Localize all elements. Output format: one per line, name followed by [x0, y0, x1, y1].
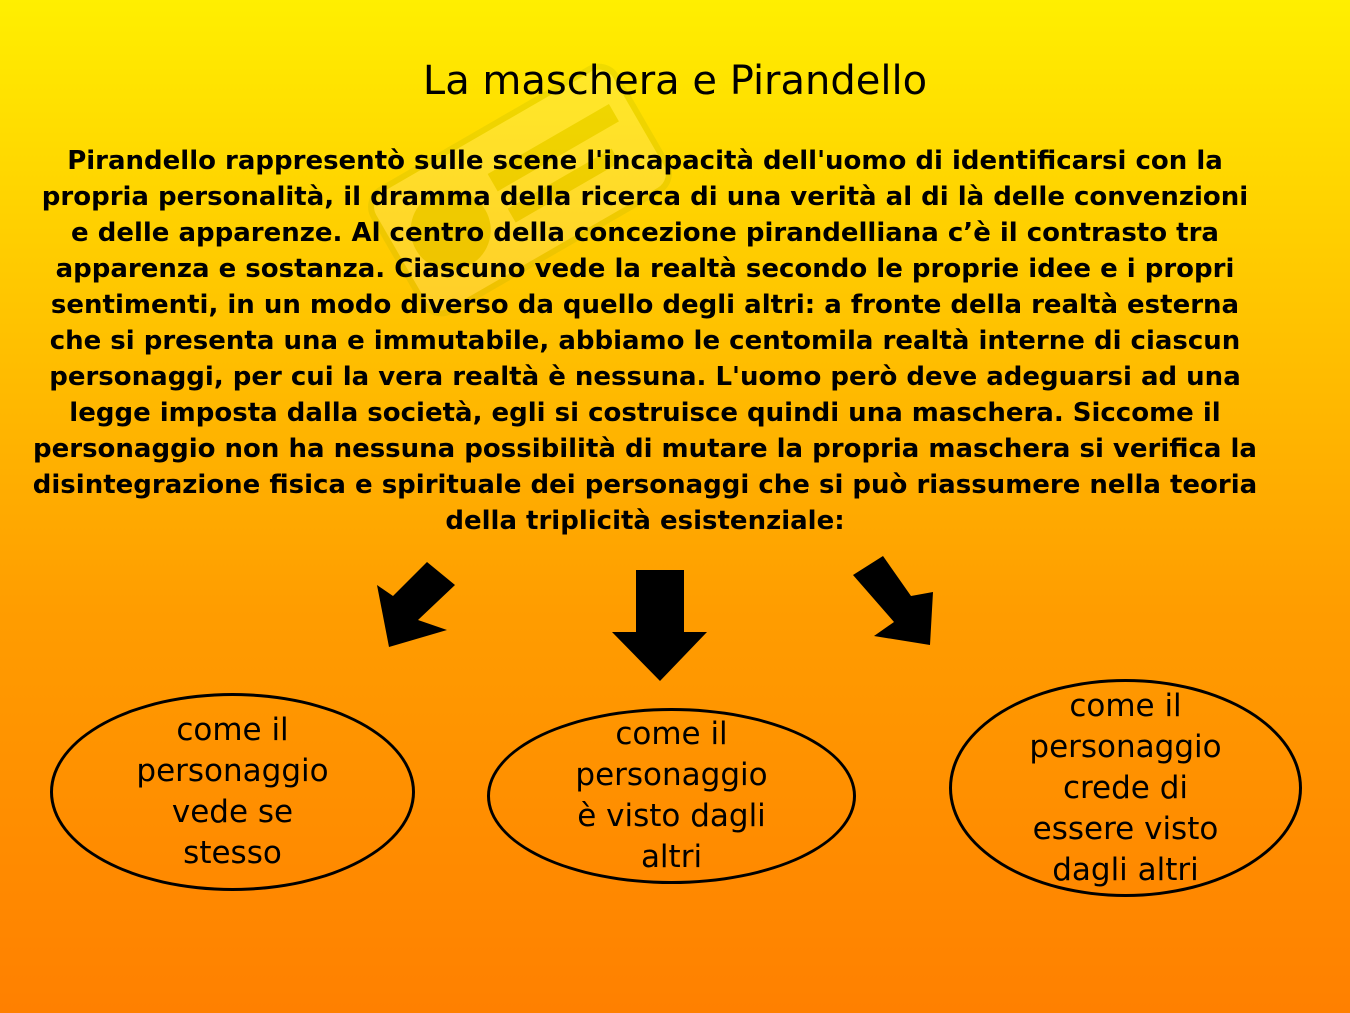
bubble-text: come il personaggio è visto dagli altri: [575, 716, 768, 875]
arrow-down-left-icon: [377, 562, 455, 647]
body-paragraph: Pirandello rappresentò sulle scene l'incapacità dell'uomo di identificarsi con la propria personalità, il dramma della ricerca di una verità al di là delle convenzioni e delle apparenze. Al centro della concezione pirandelliana c’è il contrasto tra apparenza e sostanza. Ciascuno vede la realtà secondo le proprie idee e i propri sentimenti, in un modo diverso da quello degli altri: a fronte della realtà esterna che si presenta una e immutabile, abbiamo le centomila realtà interne di ciascun personaggi, per cui la vera realtà è nessuna. L'uomo però deve adeguarsi ad una legge imposta dalla società, egli si costruisce quindi una maschera. Siccome il personaggio non ha nessuna possibilità di mutare la propria maschera si verifica la disintegrazione fisica e spirituale dei personaggi che si può riassumere nella teoria della triplicità esistenziale:: [32, 146, 1258, 536]
bubble-text: come il personaggio crede di essere visto dagli altri: [1029, 687, 1222, 888]
bubble-text: come il personaggio vede se stesso: [136, 712, 329, 871]
arrow-down-icon: [612, 570, 707, 681]
arrow-down-right-icon: [853, 556, 933, 645]
bubble-sees-self: [50, 693, 415, 891]
bubble-seen-by-others: [487, 708, 856, 884]
slide-title: La maschera e Pirandello: [422, 58, 928, 104]
bubble-believes-seen: [949, 679, 1302, 897]
